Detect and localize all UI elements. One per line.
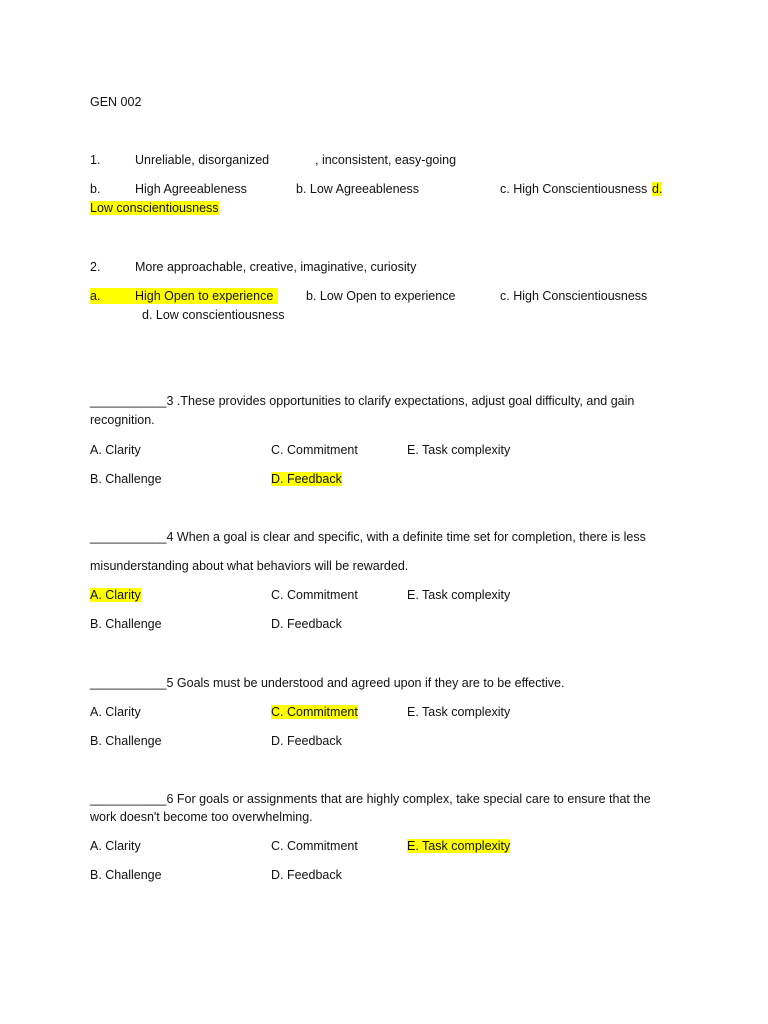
q5-option-e: E. Task complexity bbox=[407, 705, 511, 719]
q3-option-a: A. Clarity bbox=[90, 443, 141, 457]
q4-option-d: D. Feedback bbox=[271, 617, 342, 631]
q2-number: 2. bbox=[90, 260, 101, 274]
q2-option-a-letter: a. bbox=[90, 289, 101, 303]
q3-option-e: E. Task complexity bbox=[407, 443, 511, 457]
q2-option-d: d. Low conscientiousness bbox=[142, 308, 285, 322]
q2-option-a-text: High Open to experience bbox=[135, 289, 274, 303]
q6-option-e-highlighted: E. Task complexity bbox=[407, 839, 511, 853]
q5-line1: ___________5 Goals must be understood and agreed upon if they are to be effective. bbox=[90, 676, 565, 690]
q1-option-d-end-highlighted: Low conscientiousness bbox=[90, 201, 219, 215]
document-code: GEN 002 bbox=[90, 95, 142, 109]
q1-option-c: c. High Conscientiousness bbox=[500, 182, 648, 196]
q3-line1: ___________3 .These provides opportunities to clarify expectations, adjust goal difficulty, and gain bbox=[90, 394, 635, 408]
q5-option-c-highlighted: C. Commitment bbox=[271, 705, 358, 719]
q3-option-b: B. Challenge bbox=[90, 472, 162, 486]
q1-text-part2: , inconsistent, easy-going bbox=[315, 153, 457, 167]
q3-option-d-highlighted: D. Feedback bbox=[271, 472, 342, 486]
q1-option-d-start-highlighted: d. bbox=[652, 182, 663, 196]
q4-line1: ___________4 When a goal is clear and specific, with a definite time set for completion, there is less bbox=[90, 530, 646, 544]
q2-text: More approachable, creative, imaginative, curiosity bbox=[135, 260, 417, 274]
q1-number: 1. bbox=[90, 153, 101, 167]
q6-line2: work doesn't become too overwhelming. bbox=[90, 810, 313, 824]
q4-option-a-highlighted: A. Clarity bbox=[90, 588, 141, 602]
q1-text-part1: Unreliable, disorganized bbox=[135, 153, 270, 167]
q6-option-b: B. Challenge bbox=[90, 868, 162, 882]
q3-line2: recognition. bbox=[90, 413, 155, 427]
q2-option-b: b. Low Open to experience bbox=[306, 289, 456, 303]
q1-option-b1-letter: b. bbox=[90, 182, 101, 196]
q1-option-b2: b. Low Agreeableness bbox=[296, 182, 420, 196]
q5-option-a: A. Clarity bbox=[90, 705, 141, 719]
q6-option-a: A. Clarity bbox=[90, 839, 141, 853]
q5-option-d: D. Feedback bbox=[271, 734, 342, 748]
q4-line2: misunderstanding about what behaviors will be rewarded. bbox=[90, 559, 409, 573]
q3-option-c: C. Commitment bbox=[271, 443, 358, 457]
q6-option-d: D. Feedback bbox=[271, 868, 342, 882]
q2-option-c: c. High Conscientiousness bbox=[500, 289, 648, 303]
q6-option-c: C. Commitment bbox=[271, 839, 358, 853]
q4-option-b: B. Challenge bbox=[90, 617, 162, 631]
q2-option-a-highlight bbox=[90, 288, 278, 304]
q6-line1: ___________6 For goals or assignments that are highly complex, take special care to ensure that the bbox=[90, 792, 651, 806]
q4-option-e: E. Task complexity bbox=[407, 588, 511, 602]
q1-option-b1-text: High Agreeableness bbox=[135, 182, 247, 196]
q4-option-c: C. Commitment bbox=[271, 588, 358, 602]
q5-option-b: B. Challenge bbox=[90, 734, 162, 748]
